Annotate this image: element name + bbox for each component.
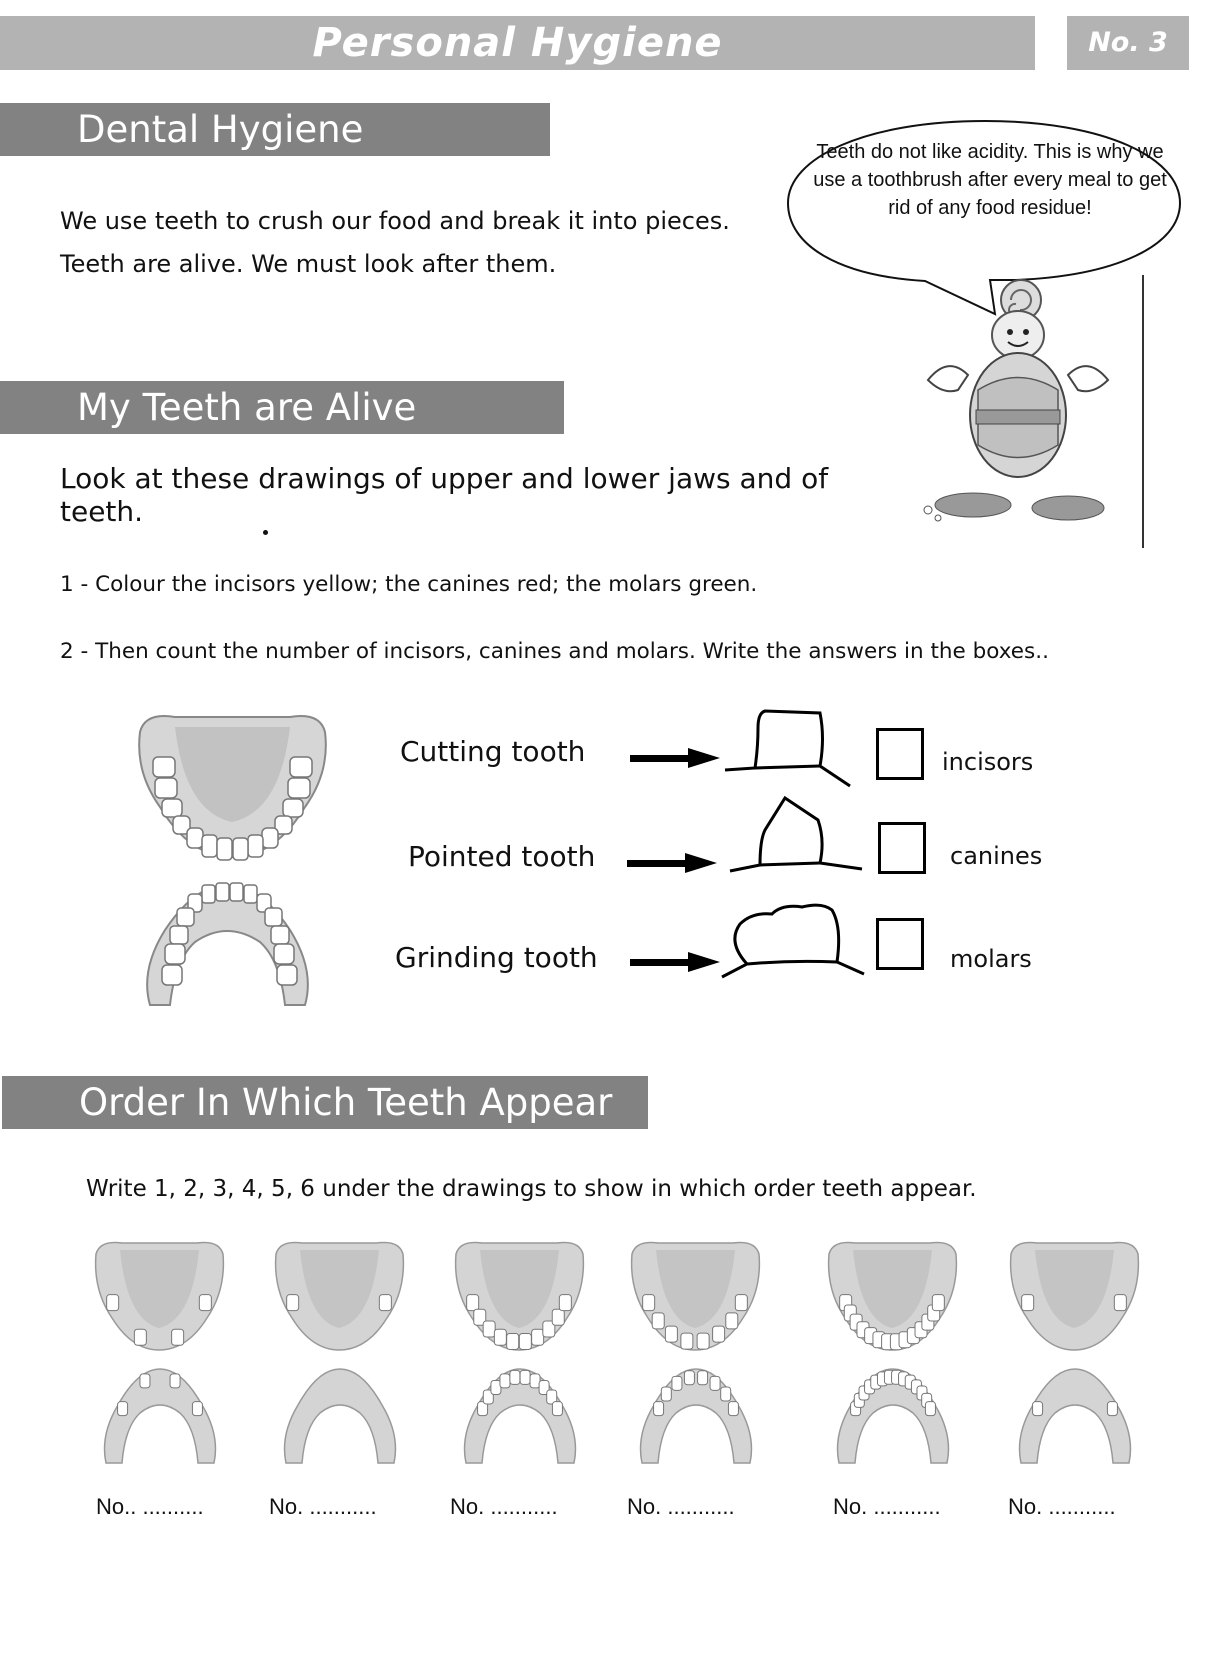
page-number-badge: No. 3 bbox=[1067, 16, 1189, 70]
small-upper-jaw-icon bbox=[452, 1240, 587, 1360]
lower-jaw-icon bbox=[140, 880, 315, 1015]
small-lower-jaw-icon bbox=[636, 1365, 756, 1470]
order-instruction: Write 1, 2, 3, 4, 5, 6 under the drawings to show in which order teeth appear. bbox=[86, 1176, 977, 1202]
small-lower-jaw-icon bbox=[100, 1365, 220, 1470]
small-upper-jaw-icon bbox=[825, 1240, 960, 1360]
canines-label: canines bbox=[950, 842, 1043, 870]
order-label-4: No. ........... bbox=[627, 1494, 735, 1519]
small-upper-jaw-icon bbox=[628, 1240, 763, 1360]
order-label-1: No.. .......... bbox=[96, 1494, 204, 1519]
cutting-tooth-label: Cutting tooth bbox=[400, 735, 586, 768]
small-upper-jaw-icon bbox=[92, 1240, 227, 1360]
arrow-icon bbox=[627, 853, 717, 873]
small-lower-jaw-icon bbox=[460, 1365, 580, 1470]
jaws-intro-text: Look at these drawings of upper and lower jaws and of teeth. bbox=[60, 462, 829, 528]
instruction-step-1: 1 - Colour the incisors yellow; the canines red; the molars green. bbox=[60, 572, 758, 597]
small-lower-jaw-icon bbox=[1015, 1365, 1135, 1470]
section-heading-my-teeth: My Teeth are Alive bbox=[0, 381, 564, 434]
order-label-6: No. ........... bbox=[1008, 1494, 1116, 1519]
upper-jaw-icon bbox=[135, 712, 330, 862]
small-lower-jaw-icon bbox=[280, 1365, 400, 1470]
order-label-2: No. ........... bbox=[269, 1494, 377, 1519]
incisor-icon bbox=[725, 708, 855, 788]
intro-line-2: Teeth are alive. We must look after them. bbox=[60, 250, 557, 278]
canines-answer-box[interactable] bbox=[878, 822, 926, 874]
grinding-tooth-label: Grinding tooth bbox=[395, 941, 598, 974]
speech-bubble-text: Teeth do not like acidity. This is why we use a toothbrush after every meal to get rid of any food residue! bbox=[813, 141, 1167, 219]
section-heading-order: Order In Which Teeth Appear bbox=[2, 1076, 648, 1129]
incisors-answer-box[interactable] bbox=[876, 728, 924, 780]
molars-label: molars bbox=[950, 945, 1032, 973]
molars-answer-box[interactable] bbox=[876, 918, 924, 970]
molar-icon bbox=[722, 902, 867, 982]
order-label-5: No. ........... bbox=[833, 1494, 941, 1519]
arrow-icon bbox=[630, 952, 720, 972]
arrow-icon bbox=[630, 748, 720, 768]
tooth-mascot-icon bbox=[918, 270, 1158, 550]
page-title: Personal Hygiene bbox=[312, 20, 723, 66]
small-upper-jaw-icon bbox=[1007, 1240, 1142, 1360]
intro-line-1: We use teeth to crush our food and break it into pieces. bbox=[60, 207, 730, 235]
instruction-step-2: 2 - Then count the number of incisors, canines and molars. Write the answers in the boxes.. bbox=[60, 639, 1049, 664]
small-upper-jaw-icon bbox=[272, 1240, 407, 1360]
canine-icon bbox=[730, 795, 865, 875]
incisors-label: incisors bbox=[942, 748, 1034, 776]
stray-dot bbox=[263, 530, 268, 535]
small-lower-jaw-icon bbox=[833, 1365, 953, 1470]
pointed-tooth-label: Pointed tooth bbox=[408, 840, 596, 873]
order-label-3: No. ........... bbox=[450, 1494, 558, 1519]
section-heading-dental-hygiene: Dental Hygiene bbox=[0, 103, 550, 156]
